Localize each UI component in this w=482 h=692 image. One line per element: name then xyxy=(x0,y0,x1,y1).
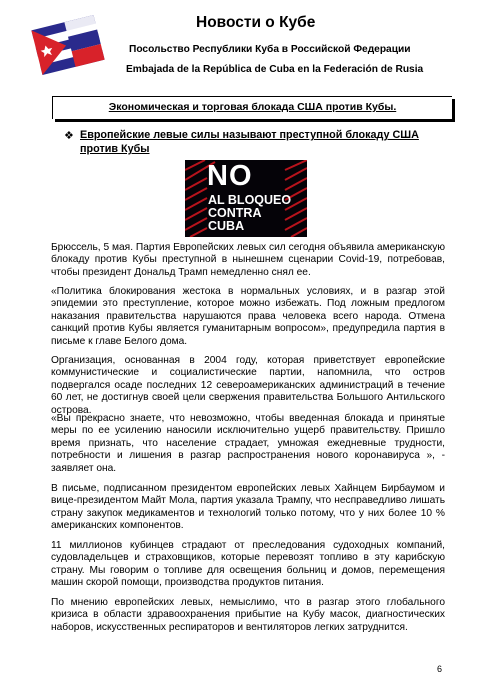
article-headline: Европейские левые силы называют преступной блокаду США против Кубы xyxy=(80,129,419,155)
section-banner-text: Экономическая и торговая блокада США против Кубы. xyxy=(108,101,397,113)
poster-text-no: NO xyxy=(207,160,253,192)
page-number: 6 xyxy=(437,664,443,674)
article-paragraph: «Политика блокирования жестока в нормальных условиях, и в разгар этой эпидемии это преступление, которое можно избежать. Под ложным предлогом наказания правительства нарушаются права человека всего народа. Отмена санкций против Кубы является гуманитарным вопросом», предупредила партия в письме к главе Белого дома. xyxy=(51,286,445,347)
embassy-name-ru: Посольство Республики Куба в Российской Федерации xyxy=(129,44,411,55)
article-paragraph: По мнению европейских левых, немыслимо, что в разгар этого глобального кризиса в области здравоохранения прибытие на Кубу масок, диагностических наборов, искусственных респираторов и вентиляторов легких затруднится. xyxy=(51,597,445,633)
article-paragraph: «Вы прекрасно знаете, что невозможно, чтобы введенная блокада и принятые меры по ее усилению наносили исключительно ущерб правительству. Пришло время признать, что население страдает, умножая ежедневные трудности, потребности и лишения в разгар распространения нового коронавируса », - заявляет она. xyxy=(51,413,445,474)
protest-poster-image xyxy=(185,160,307,237)
section-banner xyxy=(52,96,452,119)
article-paragraph: Организация, основанная в 2004 году, которая приветствует европейские коммунистические и социалистические партии, напомнила, что остров подвергался осаде последних 12 североамериканских администраций в течение 60 лет, не достигнув своей цели свержения правительства Большого Антильского острова. xyxy=(51,355,445,416)
newsletter-title: Новости о Кубе xyxy=(196,14,316,31)
embassy-name-es: Embajada de la República de Cuba en la Federación de Rusia xyxy=(126,64,424,75)
cuba-russia-flag-logo xyxy=(30,12,106,78)
poster-text-line3: CONTRA xyxy=(208,206,262,220)
poster-text-line2: AL BLOQUEO xyxy=(208,193,292,207)
diamond-bullet-icon: ❖ xyxy=(64,130,74,142)
article-paragraph: Брюссель, 5 мая. Партия Европейских левых сил сегодня объявила американскую блокаду против Кубы преступной в нынешнем сценарии Covid-19, потребовав, чтобы президент Дональд Трамп немедленно снял ее. xyxy=(51,242,445,278)
article-paragraph: 11 миллионов кубинцев страдают от преследования судоходных компаний, судовладельцев и страховщиков, которые перевозят топливо в эту карибскую страну. Мы говорим о топливе для освещения больниц и домов, перемещения машин скорой помощи, производства продуктов питания. xyxy=(51,540,445,589)
poster-text-line4: CUBA xyxy=(208,219,245,233)
article-paragraph: В письме, подписанном президентом европейских левых Хайнцем Бирбаумом и вице-президентом Майт Мола, партия указала Трампу, что несправедливо лишать страну закупок медикаментов и технологий только потому, что у них более 10 % американских компонентов. xyxy=(51,483,445,532)
